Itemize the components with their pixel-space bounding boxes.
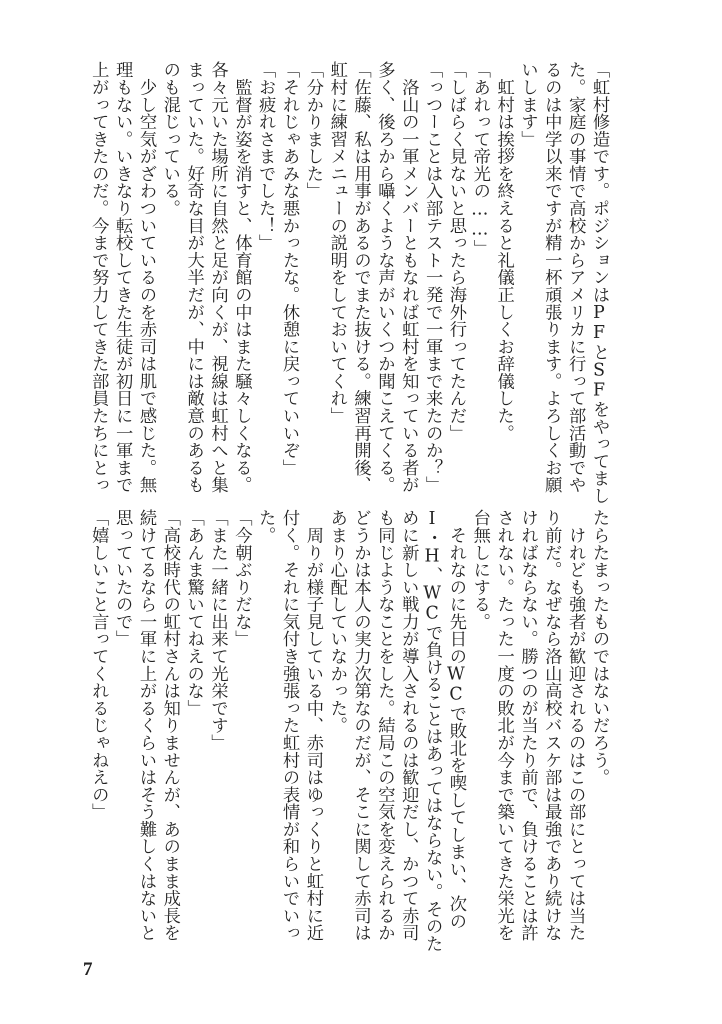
text-column: されない。たった一度の敗北が今まで築いてきた栄光を: [493, 509, 514, 942]
text-column: 理もない。いきなり転校してきた生徒が初日に一軍まで: [112, 61, 133, 494]
text-block-top: [80, 61, 610, 505]
text-column: まっていた。好奇な目が大半だが、中には敵意のあるも: [183, 61, 204, 494]
text-column: た。家庭の事情で高校からアメリカに行って部活動でや: [565, 61, 586, 494]
text-column: り前だ。なぜなら洛山高校バスケ部は最強であり続けな: [541, 509, 562, 942]
text-column: 「佐藤、私は用事があるのでまた抜ける。練習再開後、: [350, 61, 371, 494]
text-column: それなのに先日のWCで敗北を喫してしまい、次の: [445, 509, 466, 930]
text-column: 「また一緒に出来て光栄です」: [207, 509, 228, 752]
text-column: たらたまったものではないだろう。: [589, 509, 609, 786]
text-column: 周りが様子見している中、赤司はゆっくりと虹村に近: [302, 509, 323, 942]
text-column: いします」: [517, 61, 538, 148]
text-column: 「それじゃあみな悪かったな。休憩に戻っていいぞ」: [279, 61, 300, 476]
text-column: 各々元いた場所に自然と足が向くが、視線は虹村へと集: [207, 61, 228, 494]
text-column: 「っつーことは入部テスト一発で一軍まで来たのか？」: [422, 61, 443, 494]
text-column: ければならない。勝つのが当たり前で、負けることは許: [517, 509, 538, 942]
text-column: も同じようなことをした。結局この空気を変えられるか: [374, 509, 395, 942]
text-column: けれども強者が歓迎されるのはこの部にとっては当た: [565, 509, 586, 942]
text-column: 思っていたので」: [112, 509, 133, 648]
text-column: 洛山の一軍メンバーともなれば虹村を知っている者が: [398, 61, 419, 494]
text-column: 「あれって帝光の……」: [469, 61, 490, 257]
text-column: 「高校時代の虹村さんは知りませんが、あのまま成長を: [159, 509, 180, 942]
text-column: 台無しにする。: [469, 509, 490, 631]
text-column: あまり心配していなかった。: [326, 509, 347, 734]
text-column: のも混じっている。: [159, 61, 180, 217]
text-column: 虹村は挨拶を終えると礼儀正しくお辞儀した。: [493, 61, 514, 442]
text-column: るのは中学以来ですが精一杯頑張ります。よろしくお願: [541, 61, 562, 494]
text-column: 「お疲れさまでした！」: [255, 61, 276, 252]
text-column: 「虹村修造です。ポジションはPFとSFをやってまし: [589, 61, 609, 505]
text-column: どうかは本人の実力次第なのだが、そこに関して赤司は: [350, 509, 371, 942]
text-column: 少し空気がざわついているのを赤司は肌で感じた。無: [135, 61, 156, 494]
text-column: 「嬉しいこと言ってくれるじゃねえの」: [88, 509, 109, 821]
text-column: 多く、後ろから囁くような声がいくつか聞こえてくる。: [374, 61, 395, 494]
page-number: 7: [83, 959, 93, 980]
text-column: I・H、WCで負けることはあってはならない。そのた: [422, 509, 443, 953]
text-column: 監督が姿を消すと、体育館の中はまた騒々しくなる。: [231, 61, 252, 494]
text-block-bottom: [80, 509, 610, 953]
text-column: 付く。それに気付き強張った虹村の表情が和らいでいっ: [279, 509, 300, 942]
text-column: 虹村に練習メニューの説明をしておいてくれ」: [326, 61, 347, 425]
text-column: 続けてるなら一軍に上がるくらいはそう難しくはないと: [135, 509, 156, 942]
text-column: 上がってきたのだ。今まで努力してきた部員たちにとっ: [88, 61, 109, 494]
text-column: 「今朝ぶりだな」: [231, 509, 252, 648]
text-column: 「分かりました」: [302, 61, 323, 200]
text-column: 「しばらく見ないと思ったら海外行ってたんだ」: [445, 61, 466, 442]
text-column: た。: [255, 509, 276, 544]
text-column: 「あんま驚いてねえのな」: [183, 509, 204, 717]
text-column: めに新しい戦力が導入されるのは歓迎だし、かつて赤司: [398, 509, 419, 942]
